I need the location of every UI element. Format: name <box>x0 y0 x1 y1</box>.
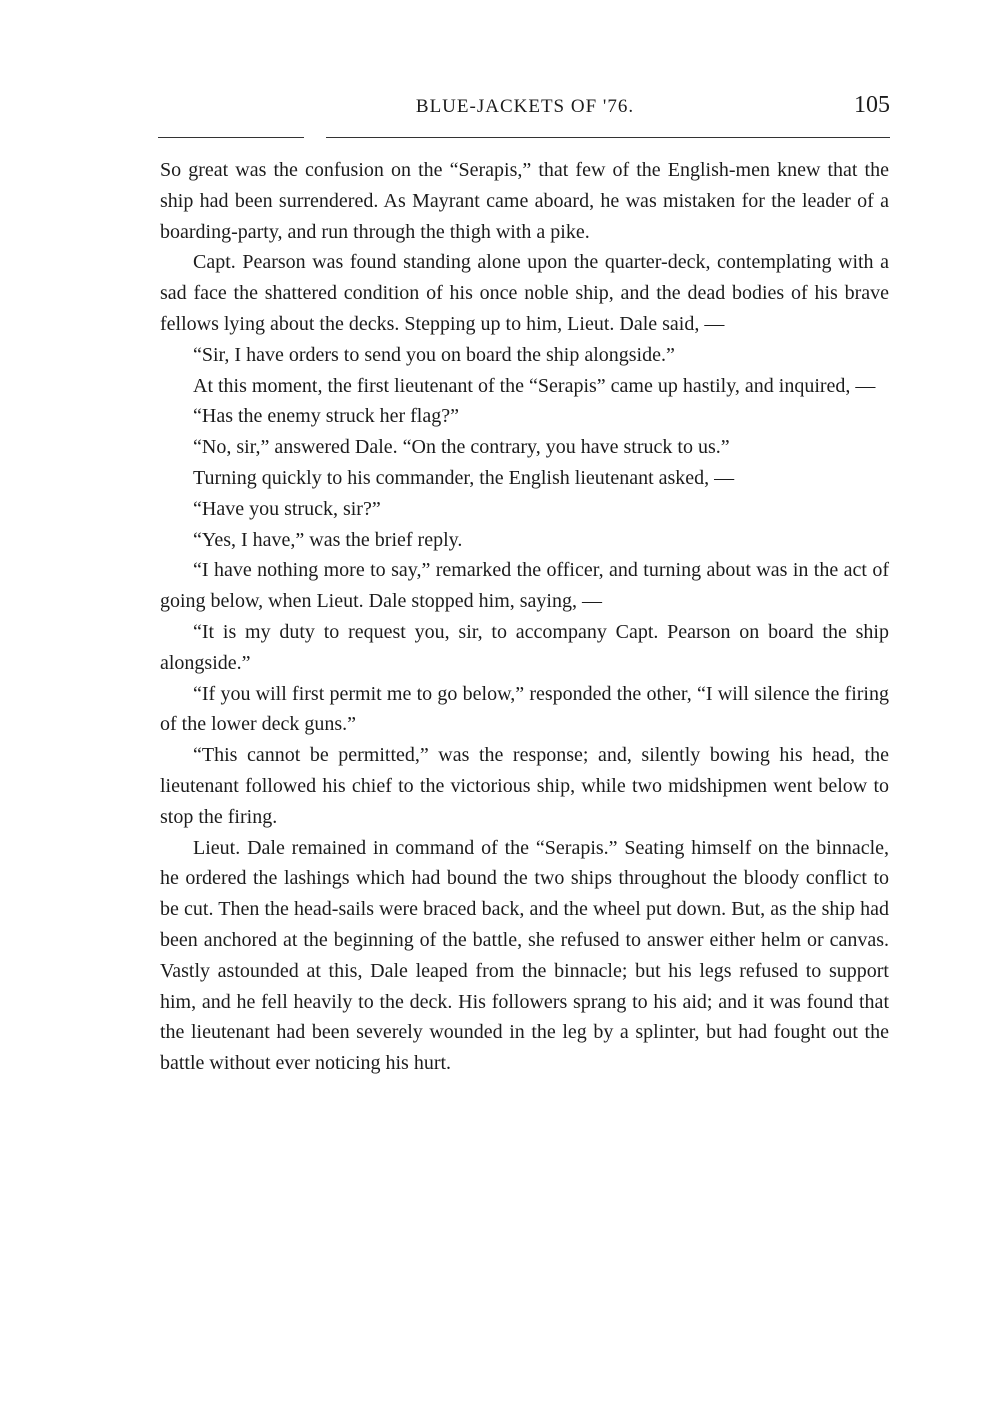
header-rule <box>158 137 890 138</box>
header-rule-gap <box>304 134 326 140</box>
paragraph: “This cannot be permitted,” was the response; and, silently bowing his head, the lieutenant followed his chief to the victorious ship, while two midshipmen went below to stop the firing. <box>160 744 889 828</box>
paragraph: “Has the enemy struck her flag?” <box>193 405 459 428</box>
body-text <box>160 155 889 1079</box>
paragraph: Lieut. Dale remained in command of the “Serapis.” Seating himself on the binnacle, he ordered the lashings which had bound the two ships throughout the bloody conflict to be cut. Then the head-sails were braced back, and the wheel put down. But, as the ship had been anchored at the beginning of the battle, she refused to answer either helm or canvas. Vastly astounded at this, Dale leaped from the binnacle; but his legs refused to support him, and he fell heavily to the deck. His followers sprang to his aid; and it was found that the lieutenant had been severely wounded in the leg by a splinter, but had fought out the battle without ever noticing his hurt. <box>160 836 889 1075</box>
paragraph: “Yes, I have,” was the brief reply. <box>193 528 463 551</box>
paragraph: Turning quickly to his commander, the English lieutenant asked, — <box>193 466 735 489</box>
paragraph: “If you will first permit me to go below,” responded the other, “I will silence the firing of the lower deck guns.” <box>160 682 889 736</box>
paragraph: “I have nothing more to say,” remarked the officer, and turning about was in the act of going below, when Lieut. Dale stopped him, saying, — <box>160 559 889 613</box>
paragraph: So great was the confusion on the “Serapis,” that few of the English-men knew that the ship had been surrendered. As Mayrant came aboard, he was mistaken for the leader of a boarding-party, and run through the thigh with a pike. <box>160 159 889 243</box>
paragraph: Capt. Pearson was found standing alone upon the quarter-deck, contemplating with a sad face the shattered condition of his once noble ship, and the dead bodies of his brave fellows lying about the decks. Stepping up to him, Lieut. Dale said, — <box>160 251 889 335</box>
paragraph: “No, sir,” answered Dale. “On the contrary, you have struck to us.” <box>193 436 730 459</box>
running-title: BLUE-JACKETS OF '76. <box>415 96 635 117</box>
running-head <box>160 92 890 122</box>
paragraph: “Have you struck, sir?” <box>193 497 381 520</box>
paragraph: “Sir, I have orders to send you on board the ship alongside.” <box>193 343 675 366</box>
paragraph: “It is my duty to request you, sir, to accompany Capt. Pearson on board the ship alongside.” <box>160 620 889 674</box>
page-number: 105 <box>854 92 890 118</box>
paragraph: At this moment, the first lieutenant of the “Serapis” came up hastily, and inquired, — <box>193 374 876 397</box>
